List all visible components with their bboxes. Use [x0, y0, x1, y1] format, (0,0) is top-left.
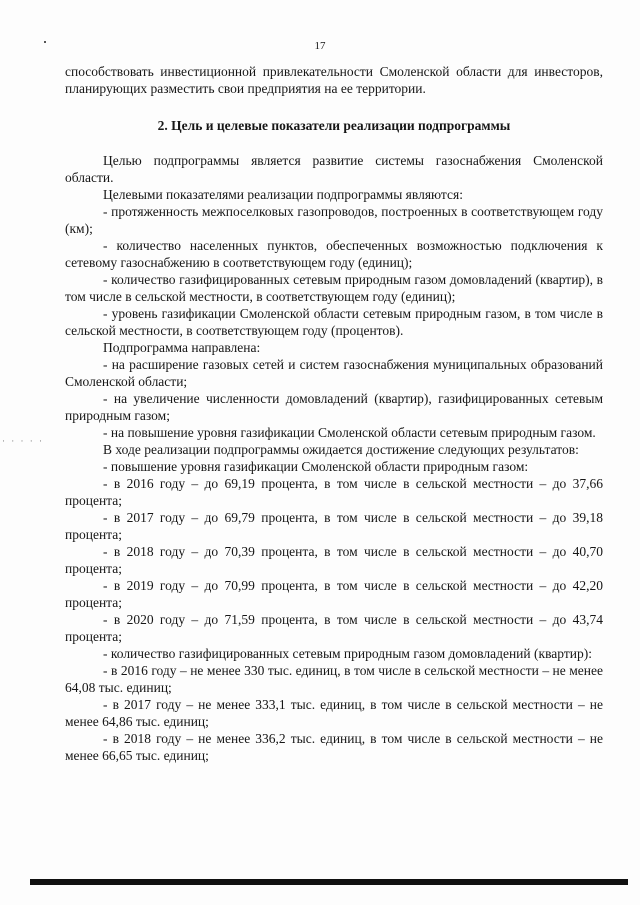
paragraph-goal: Целью подпрограммы является развитие системы газоснабжения Смоленской области. — [65, 153, 603, 185]
list-item: - количество населенных пунктов, обеспеченных возможностью подключения к сетевому газоснабжению в соответствующем году (единиц); — [65, 238, 603, 270]
list-item: - в 2019 году – до 70,99 процента, в том числе в сельской местности – до 42,20 процента; — [65, 578, 603, 610]
page-number: 17 — [314, 40, 326, 52]
paragraph-results-intro: В ходе реализации подпрограммы ожидается достижение следующих результатов: — [103, 442, 579, 457]
list-item: - в 2016 году – до 69,19 процента, в том числе в сельской местности – до 37,66 процента; — [65, 476, 603, 508]
list-item: - повышение уровня газификации Смоленской области природным газом: — [103, 459, 529, 474]
list-item: - в 2018 году – не менее 336,2 тыс. единиц, в том числе в сельской местности – не менее 66,65 тыс. единиц; — [65, 731, 603, 763]
list-item: - уровень газификации Смоленской области сетевым природным газом, в том числе в сельской местности, в соответствующем году (процентов). — [65, 306, 603, 338]
list-item: - в 2020 году – до 71,59 процента, в том числе в сельской местности – до 43,74 процента; — [65, 612, 603, 644]
list-item: - в 2018 году – до 70,39 процента, в том числе в сельской местности – до 40,70 процента; — [65, 544, 603, 576]
list-item: - на повышение уровня газификации Смоленской области сетевым природным газом. — [103, 425, 596, 440]
list-item: - в 2017 году – не менее 333,1 тыс. единиц, в том числе в сельской местности – не менее 64,86 тыс. единиц; — [65, 697, 603, 729]
scan-dots: · · · · · — [2, 436, 44, 446]
section-heading: 2. Цель и целевые показатели реализации подпрограммы — [157, 118, 511, 133]
paragraph-direction-intro: Подпрограмма направлена: — [103, 340, 261, 355]
list-item: - количество газифицированных сетевым природным газом домовладений (квартир), в том числе в сельской местности, в соответствующем году (единиц); — [65, 272, 603, 304]
intro-paragraph: способствовать инвестиционной привлекательности Смоленской области для инвесторов, планирующих разместить свои предприятия на ее территории. — [65, 64, 603, 96]
list-item: - в 2016 году – не менее 330 тыс. единиц, в том числе в сельской местности – не менее 64,08 тыс. единиц; — [65, 663, 603, 695]
list-item: - в 2017 году – до 69,79 процента, в том числе в сельской местности – до 39,18 процента; — [65, 510, 603, 542]
list-item: - количество газифицированных сетевым природным газом домовладений (квартир): — [103, 646, 592, 661]
scan-bottom-edge — [30, 879, 628, 885]
paragraph-indicators-intro: Целевыми показателями реализации подпрограммы являются: — [103, 187, 463, 202]
list-item: - на расширение газовых сетей и систем газоснабжения муниципальных образований Смоленской области; — [65, 357, 603, 389]
list-item: - на увеличение численности домовладений (квартир), газифицированных сетевым природным газом; — [65, 391, 603, 423]
document-body — [65, 63, 603, 764]
list-item: - протяженность межпоселковых газопроводов, построенных в соответствующем году (км); — [65, 204, 603, 236]
